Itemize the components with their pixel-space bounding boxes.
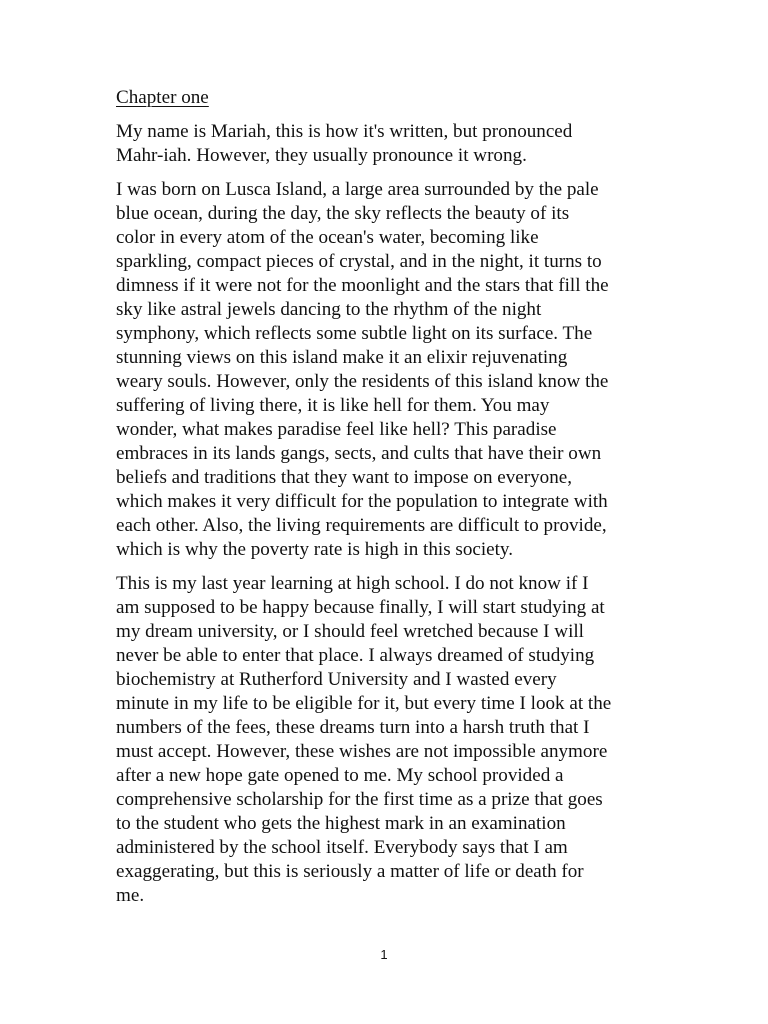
text-line: after a new hope gate opened to me. My school provided a	[116, 765, 564, 786]
text-line: I was born on Lusca Island, a large area surrounded by the pale	[116, 179, 599, 200]
text-line: My name is Mariah, this is how it's written, but pronounced	[116, 121, 573, 142]
text-line: never be able to enter that place. I always dreamed of studying	[116, 645, 595, 666]
body-paragraph	[116, 178, 656, 562]
text-line: each other. Also, the living requirements are difficult to provide,	[116, 515, 607, 536]
text-line: biochemistry at Rutherford University and I wasted every	[116, 669, 557, 690]
text-line: am supposed to be happy because finally, I will start studying at	[116, 597, 605, 618]
text-line: beliefs and traditions that they want to impose on everyone,	[116, 467, 573, 488]
text-line: which makes it very difficult for the population to integrate with	[116, 491, 608, 512]
text-line: Mahr-iah. However, they usually pronounce it wrong.	[116, 145, 527, 166]
text-line: numbers of the fees, these dreams turn into a harsh truth that I	[116, 717, 590, 738]
text-line: symphony, which reflects some subtle light on its surface. The	[116, 323, 593, 344]
text-line: must accept. However, these wishes are not impossible anymore	[116, 741, 608, 762]
text-line: color in every atom of the ocean's water, becoming like	[116, 227, 539, 248]
text-line: suffering of living there, it is like hell for them. You may	[116, 395, 550, 416]
text-line: This is my last year learning at high school. I do not know if I	[116, 573, 589, 594]
text-line: wonder, what makes paradise feel like hell? This paradise	[116, 419, 557, 440]
paragraph-list	[116, 120, 656, 908]
page-number: 1	[380, 947, 388, 962]
text-line: administered by the school itself. Everybody says that I am	[116, 837, 568, 858]
body-paragraph	[116, 120, 656, 168]
text-line: which is why the poverty rate is high in this society.	[116, 539, 514, 560]
document-body	[116, 86, 656, 918]
text-line: sparkling, compact pieces of crystal, and in the night, it turns to	[116, 251, 602, 272]
text-line: my dream university, or I should feel wretched because I will	[116, 621, 584, 642]
text-line: sky like astral jewels dancing to the rhythm of the night	[116, 299, 542, 320]
text-line: exaggerating, but this is seriously a matter of life or death for	[116, 861, 584, 882]
chapter-title: Chapter one	[116, 87, 209, 108]
text-line: dimness if it were not for the moonlight and the stars that fill the	[116, 275, 609, 296]
text-line: stunning views on this island make it an elixir rejuvenating	[116, 347, 568, 368]
text-line: comprehensive scholarship for the first time as a prize that goes	[116, 789, 603, 810]
text-line: embraces in its lands gangs, sects, and cults that have their own	[116, 443, 602, 464]
text-line: minute in my life to be eligible for it, but every time I look at the	[116, 693, 612, 714]
text-line: to the student who gets the highest mark in an examination	[116, 813, 566, 834]
body-paragraph	[116, 572, 656, 908]
text-line: blue ocean, during the day, the sky reflects the beauty of its	[116, 203, 570, 224]
text-line: me.	[116, 885, 145, 906]
text-line: weary souls. However, only the residents of this island know the	[116, 371, 609, 392]
